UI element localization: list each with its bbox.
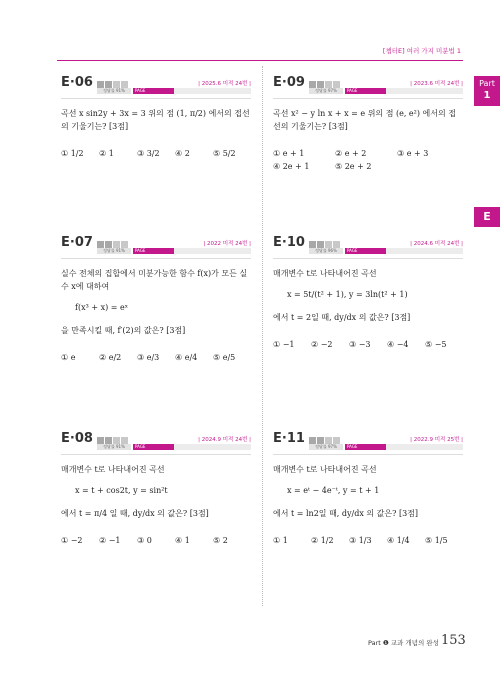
part-tab [474, 76, 500, 106]
choice-2[interactable]: ② −2 [311, 340, 333, 349]
choice-5[interactable]: ⑤ e/5 [213, 353, 236, 362]
equation: x = 5t/(t² + 1), y = 3ln(t² + 1) [287, 290, 408, 299]
problem-card [273, 76, 463, 173]
choice-5[interactable]: ⑤ −5 [425, 340, 447, 349]
problem-number: E·10 [273, 235, 305, 250]
problem-card [61, 236, 251, 364]
page-bar-label: PAGE [347, 88, 358, 93]
problem-number: E·06 [61, 75, 93, 90]
answer-choices [61, 147, 251, 160]
problem-card [61, 432, 251, 547]
equation: x = eᵗ − 4e⁻ᵗ, y = t + 1 [287, 486, 380, 495]
problem-question: 에서 t = ln2일 때, dy/dx 의 값은? [3점] [273, 509, 419, 518]
choice-2[interactable]: ② 1/2 [311, 536, 334, 545]
page-bar [133, 444, 251, 450]
problem-source: | 2023.6 미적 24번 | [410, 81, 463, 87]
problem-question: 에서 t = 2일 때, dy/dx 의 값은? [3점] [273, 313, 411, 322]
choice-5[interactable]: ⑤ 2 [213, 536, 228, 545]
answer-choices [61, 351, 251, 364]
choice-3[interactable]: ③ 1/3 [349, 536, 372, 545]
equation: x = t + cos2t, y = sin²t [75, 486, 168, 495]
correct-rate: 정답률 91% [97, 88, 131, 94]
answer-choices [273, 534, 463, 547]
problem-card [273, 236, 463, 351]
page-bar [345, 88, 463, 94]
choice-4[interactable]: ④ e/4 [175, 353, 198, 362]
correct-rate: 정답률 91% [97, 444, 131, 450]
problem-source: | 2024.9 미적 24번 | [198, 437, 251, 443]
correct-rate: 정답률 91% [97, 248, 131, 254]
chapter-header [57, 44, 463, 61]
choice-5[interactable]: ⑤ 1/5 [425, 536, 448, 545]
section-tab: E [474, 207, 500, 227]
choice-4[interactable]: ④ 1/4 [387, 536, 410, 545]
problem-number: E·07 [61, 235, 93, 250]
choice-3[interactable]: ③ −3 [349, 340, 371, 349]
page-bar-label: PAGE [135, 248, 146, 253]
problem-header [273, 236, 463, 259]
answer-choices [273, 338, 463, 351]
correct-rate: 정답률 96% [309, 248, 343, 254]
problem-header [61, 76, 251, 99]
problem-question: 에서 t = π/4 일 때, dy/dx 의 값은? [3점] [61, 509, 209, 518]
page-bar [133, 248, 251, 254]
choice-4[interactable]: ④ 2e + 1 [273, 162, 310, 171]
problem-source: | 2024.6 미적 24번 | [410, 241, 463, 247]
choice-1[interactable]: ① −1 [273, 340, 295, 349]
problem-number: E·11 [273, 431, 305, 446]
choice-5[interactable]: ⑤ 2e + 2 [335, 162, 372, 171]
answer-choices [273, 147, 463, 173]
problem-text: 곡선 x² − y ln x + x = e 위의 점 (e, e²) 에서의 접선의 기울기는? [3점] [273, 109, 456, 131]
choice-2[interactable]: ② e + 2 [335, 149, 367, 158]
chapter-label: [챕터E] 여러 가지 미분법 1 [382, 47, 461, 55]
page-bar-label: PAGE [135, 444, 146, 449]
choice-3[interactable]: ③ e/3 [137, 353, 160, 362]
column-divider [262, 66, 263, 606]
part-tab-number: 1 [483, 90, 491, 101]
page-bar [345, 444, 463, 450]
problem-text: 매개변수 t로 나타내어진 곡선 [61, 465, 165, 474]
choice-3[interactable]: ③ 0 [137, 536, 152, 545]
page-bar [345, 248, 463, 254]
choice-4[interactable]: ④ −4 [387, 340, 409, 349]
page-number: 153 [441, 633, 466, 648]
choice-3[interactable]: ③ e + 3 [397, 149, 429, 158]
problem-header [273, 432, 463, 455]
choice-2[interactable]: ② 1 [99, 149, 114, 158]
correct-rate: 정답률 97% [309, 88, 343, 94]
problem-header [61, 236, 251, 259]
problem-text: 매개변수 t로 나타내어진 곡선 [273, 465, 377, 474]
problem-number: E·09 [273, 75, 305, 90]
choice-5[interactable]: ⑤ 5/2 [213, 149, 236, 158]
choice-1[interactable]: ① 1/2 [61, 149, 84, 158]
choice-2[interactable]: ② −1 [99, 536, 121, 545]
problem-number: E·08 [61, 431, 93, 446]
problem-card [61, 76, 251, 160]
problem-source: | 2022 미적 24번 | [203, 241, 251, 247]
choice-4[interactable]: ④ 2 [175, 149, 190, 158]
part-tab-label: Part [479, 79, 495, 88]
choice-3[interactable]: ③ 3/2 [137, 149, 160, 158]
problem-text: 실수 전체의 집합에서 미분가능한 함수 f(x)가 모든 실수 x에 대하여 [61, 269, 248, 291]
problem-source: | 2022.9 미적 25번 | [410, 437, 463, 443]
page-bar [133, 88, 251, 94]
choice-1[interactable]: ① 1 [273, 536, 288, 545]
problem-header [61, 432, 251, 455]
problem-question: 을 만족시킬 때, f′(2)의 값은? [3점] [61, 326, 186, 335]
choice-1[interactable]: ① e + 1 [273, 149, 305, 158]
problem-text: 곡선 x sin2y + 3x = 3 위의 점 (1, π/2) 에서의 접선의 기울기는? [3점] [61, 109, 250, 131]
answer-choices [61, 534, 251, 547]
problem-header [273, 76, 463, 99]
choice-1[interactable]: ① −2 [61, 536, 83, 545]
page-bar-label: PAGE [347, 248, 358, 253]
problem-source: | 2025.6 미적 24번 | [198, 81, 251, 87]
correct-rate: 정답률 97% [309, 444, 343, 450]
problem-card [273, 432, 463, 547]
equation: f(x³ + x) = eˣ [75, 303, 129, 312]
choice-2[interactable]: ② e/2 [99, 353, 122, 362]
page-bar-label: PAGE [347, 444, 358, 449]
problem-text: 매개변수 t로 나타내어진 곡선 [273, 269, 377, 278]
choice-4[interactable]: ④ 1 [175, 536, 190, 545]
page-bar-label: PAGE [135, 88, 146, 93]
footer-label: Part ❶ 교과 개념의 완성 [368, 639, 439, 647]
choice-1[interactable]: ① e [61, 353, 76, 362]
